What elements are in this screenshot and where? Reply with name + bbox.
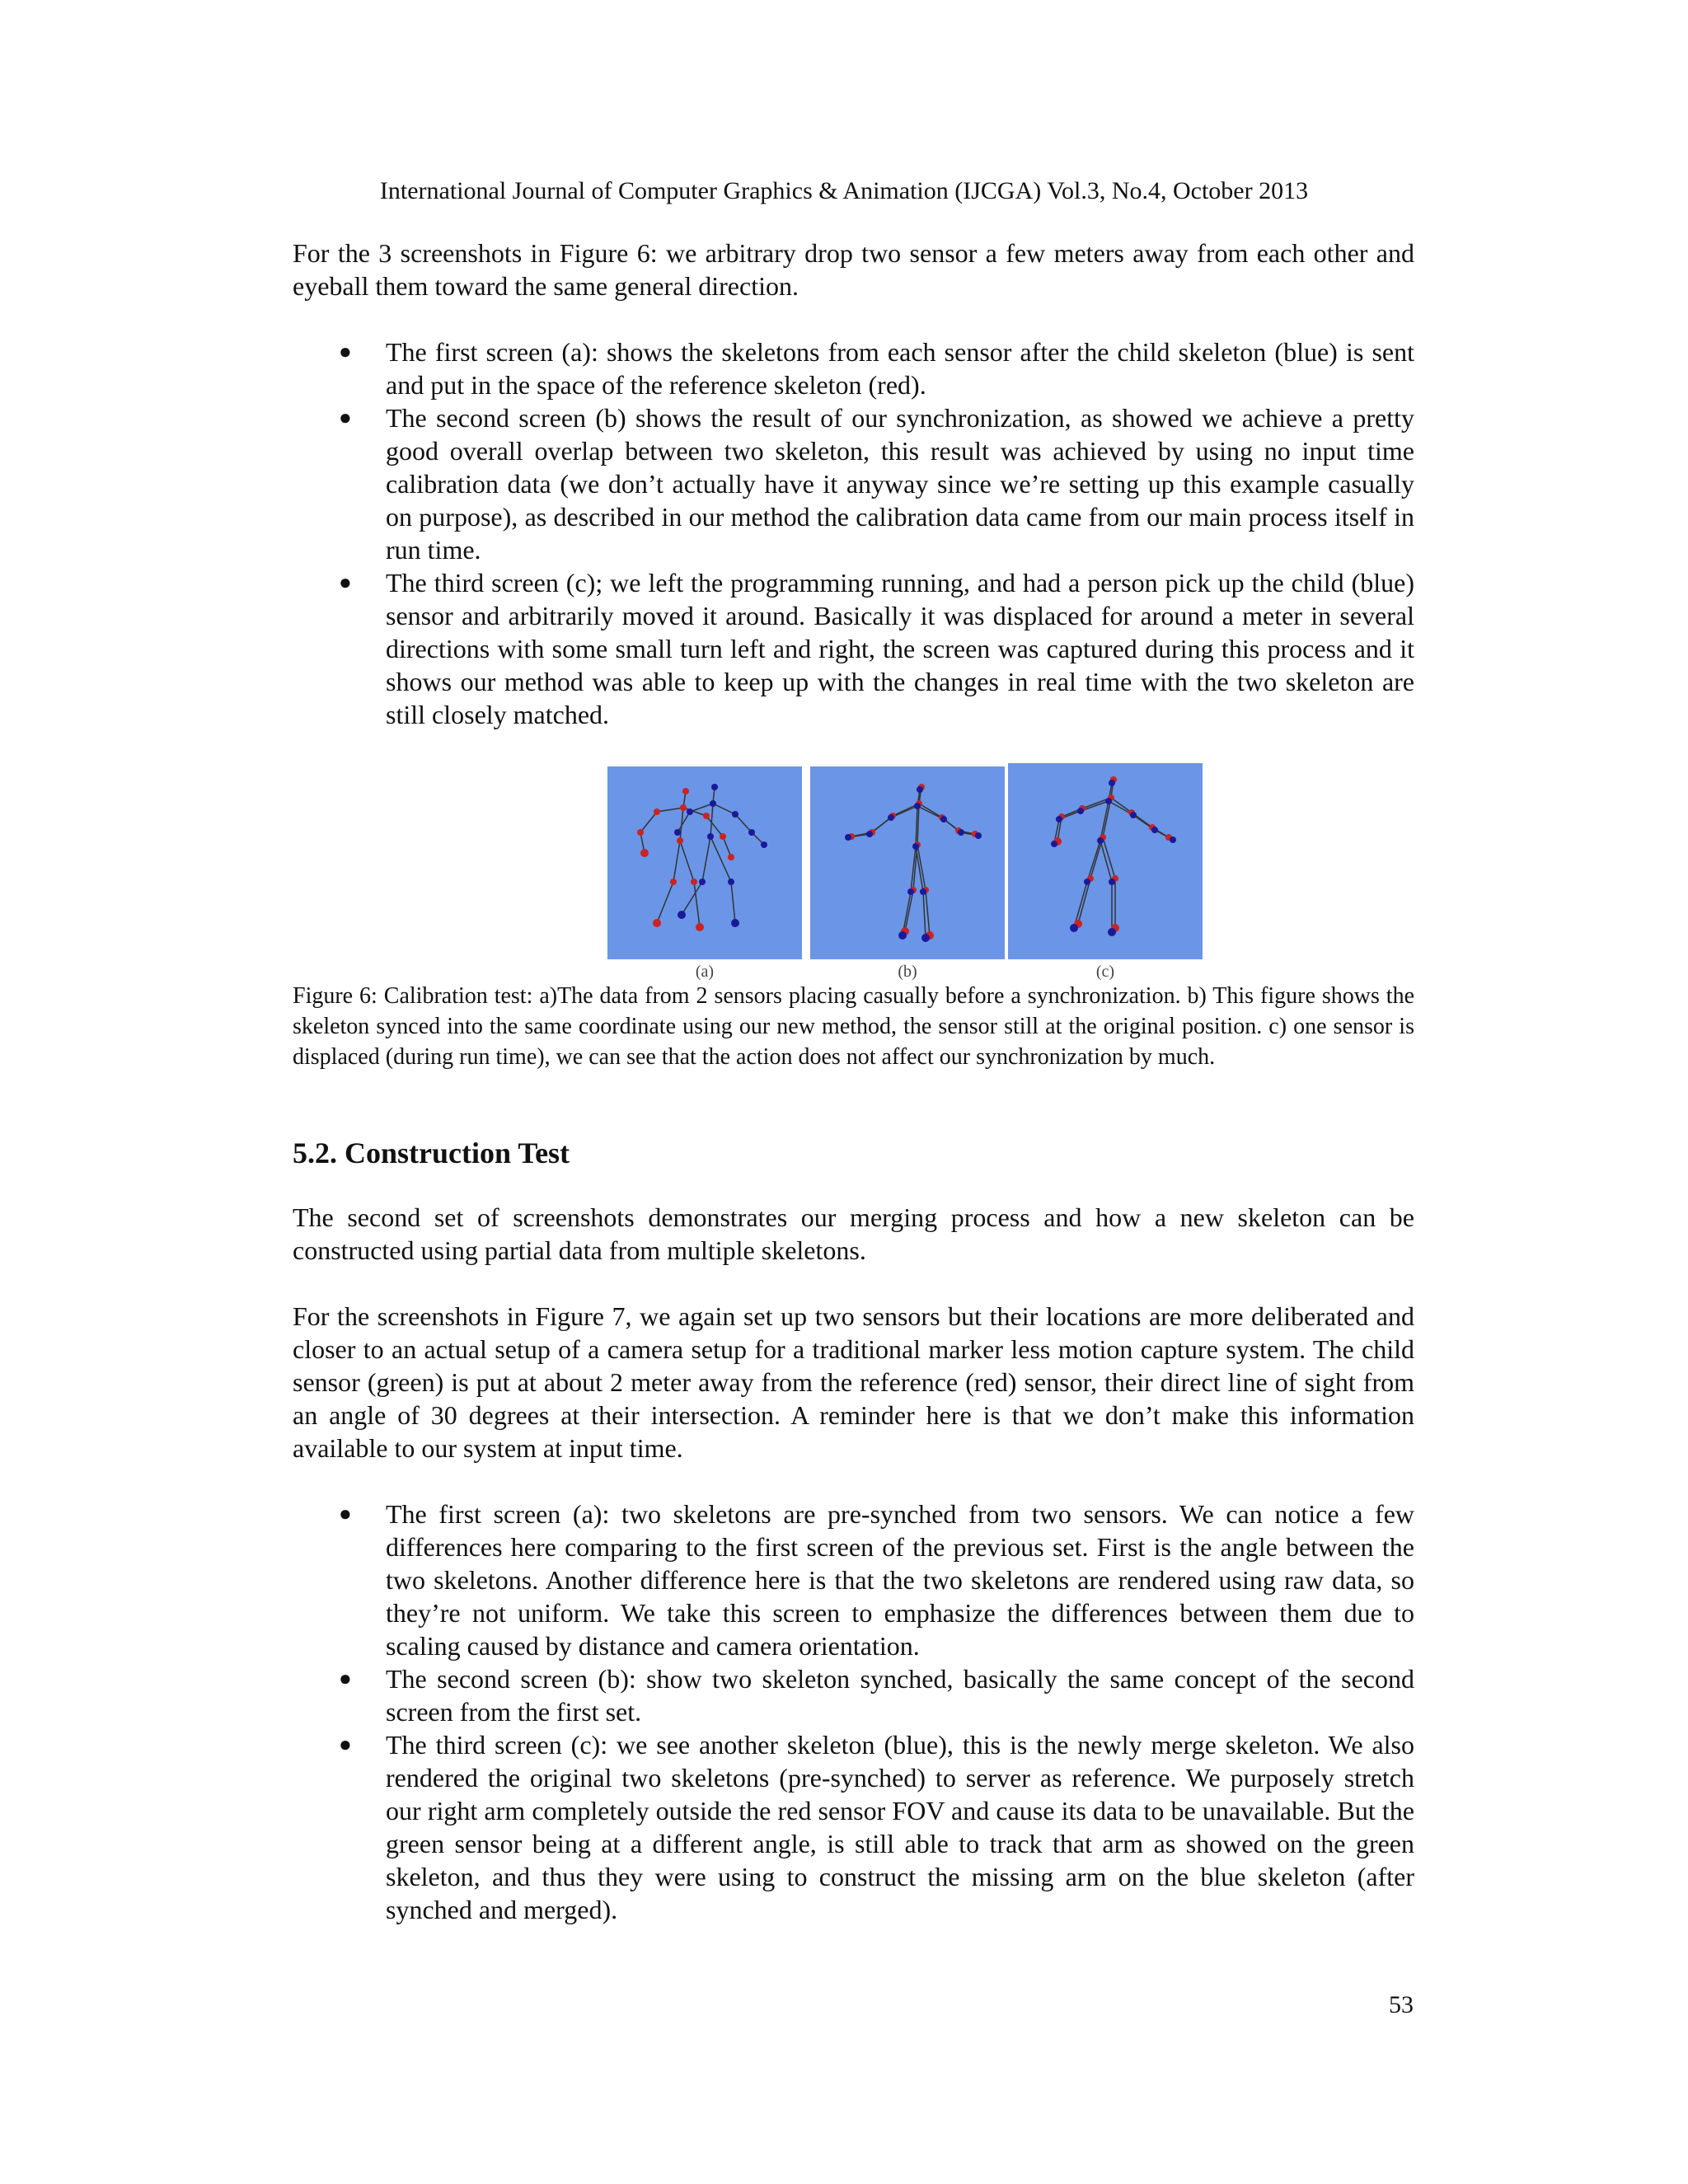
bullet-icon: ● <box>339 570 352 594</box>
bullet-icon: ● <box>339 405 352 429</box>
list-item: ● The second screen (b) shows the result of our synchronization, as showed we achieve a pretty good overall overlap between two skeleton, this result was achieved by using no input time calibration data (we don’t actually have it anyway since we’re setting up this example casually on purpose), as described in our method the calibration data came from our main process itself in run time. <box>339 403 1414 565</box>
skeleton-image-a <box>607 766 802 959</box>
intro-block <box>293 237 1414 302</box>
list-item: ● The third screen (c): we see another skeleton (blue), this is the newly merge skeleton. We also rendered the original two skeletons (pre-synched) to server as reference. We purposely stretch our right arm completely outside the red sensor FOV and cause its data to be unavailable. But the green sensor being at a different angle, is still able to track that arm as showed on the green skeleton, and thus they were using to construct the missing arm on the blue skeleton (after synched and merged). <box>339 1730 1414 1924</box>
paragraph: For the screenshots in Figure 7, we again set up two sensors but their locations are more deliberated and closer to an actual setup of a camera setup for a traditional marker less motion capture system. The child sensor (green) is put at about 2 meter away from the reference (red) sensor, their direct line of sight from an angle of 30 degrees at their intersection. A reminder here is that we don’t make this information available to our system at input time. <box>293 1301 1414 1463</box>
section-title: 5.2. Construction Test <box>293 1137 570 1169</box>
intro-paragraph: For the 3 screenshots in Figure 6: we arbitrary drop two sensor a few meters away from each other and eyeball them toward the same general direction. <box>293 238 1414 301</box>
figure-caption: Figure 6: Calibration test: a)The data from 2 sensors placing casually before a synchronization. b) This figure shows the skeleton synced into the same coordinate using our new method, the sensor still at the original position. c) one sensor is displaced (during run time), we can see that the action does not affect our synchronization by much. <box>293 983 1414 1070</box>
paragraph: The second set of screenshots demonstrates our merging process and how a new skeleton can be constructed using partial data from multiple skeletons. <box>293 1202 1414 1265</box>
bullet-icon: ● <box>339 1502 352 1526</box>
figure-panel-c <box>1008 763 1203 981</box>
list-item: ● The first screen (a): two skeletons are pre-synched from two sensors. We can notice a few differences here comparing to the first screen of the previous set. First is the angle between the two skeletons. Another difference here is that the two skeletons are rendered using raw data, so they’re not uniform. We take this screen to emphasize the differences between them due to scaling caused by distance and camera orientation. <box>339 1499 1414 1661</box>
paragraph-block-3 <box>293 1300 1414 1465</box>
list-item: ● The second screen (b): show two skeleton synched, basically the same concept of the second screen from the first set. <box>339 1664 1414 1727</box>
panel-label-b: (b) <box>898 963 917 981</box>
figure-6 <box>607 766 1193 981</box>
list-item: ● The first screen (a): shows the skeletons from each sensor after the child skeleton (blue) is sent and put in the space of the reference skeleton (red). <box>339 337 1414 400</box>
panel-label-c: (c) <box>1095 963 1115 981</box>
bullet-list-2 <box>293 1497 1414 1926</box>
list-item: ● The third screen (c); we left the programming running, and had a person pick up the child (blue) sensor and arbitrarily moved it around. Basically it was displaced for around a meter in several directions with some small turn left and right, the screen was captured during this process and it shows our method was able to keep up with the changes in real time with the two skeleton are still closely matched. <box>339 568 1414 729</box>
journal-header: International Journal of Computer Graphics & Animation (IJCGA) Vol.3, No.4, October 2013 <box>379 177 1309 204</box>
skeleton-image-b <box>810 766 1005 959</box>
bullet-icon: ● <box>339 1666 352 1690</box>
page-number: 53 <box>1389 1991 1414 2018</box>
bullet-icon: ● <box>339 340 352 363</box>
paragraph-block-2 <box>293 1201 1414 1267</box>
bullet-icon: ● <box>339 1732 352 1756</box>
skeleton-image-c <box>1008 763 1203 956</box>
figure-panel-b <box>810 766 1005 981</box>
bullet-list-1 <box>293 335 1414 731</box>
panel-label-a: (a) <box>695 963 715 981</box>
figure-panel-a <box>607 766 802 981</box>
